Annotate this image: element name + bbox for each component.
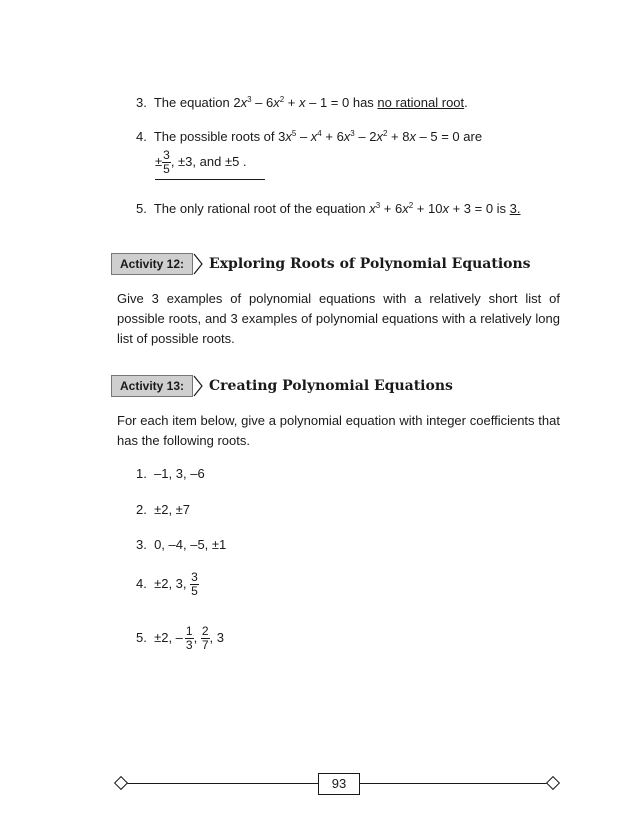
- item-4-number: 4.: [136, 129, 147, 144]
- activity-13-body: For each item below, give a polynomial equation with integer coefficients that has the following roots.: [117, 413, 560, 448]
- list-item: 1. –1, 3, –6: [136, 466, 205, 481]
- chevron-right-icon: [193, 253, 203, 275]
- activity-12-body: Give 3 examples of polynomial equations with a relatively short list of possible roots, and 3 examples of polynomial equations with a relatively long list of possible roots.: [117, 291, 560, 346]
- activity-12-header: [111, 253, 531, 275]
- item-4-answer: ± $\frac{3}{5}$ , ±3, and ±5 .: [155, 145, 265, 180]
- fraction: $\frac{1}{3}$: [185, 623, 193, 652]
- diamond-left-icon: [114, 776, 128, 790]
- item-5-number: 5.: [136, 201, 147, 216]
- list-item: 2. ±2, ±7: [136, 502, 191, 517]
- fraction: $\frac{2}{7}$: [201, 623, 209, 652]
- list-item: 5. ±2, – $\frac{1}{3}$ , $\frac{2}{7}$ , 3: [136, 623, 224, 652]
- fraction: $\frac{3}{5}$: [163, 147, 170, 176]
- activity-13-badge: Activity 13:: [111, 375, 193, 397]
- item-3: 3. The equation $2x^3 - 6x^2 + x - 1 = 0$ has no rational root.: [136, 95, 468, 110]
- item-4: 4. The possible roots of $3x^5 - x^4 + 6x^3 - 2x^2 + 8x - 5 = 0$ are: [136, 129, 483, 144]
- chevron-right-icon: [193, 375, 203, 397]
- activity-12-badge: Activity 12:: [111, 253, 193, 275]
- item-5: 5. The only rational root of the equation $x^3 + 6x^2 + 10x + 3 = 0$ is 3.: [136, 201, 521, 216]
- list-item: 4. ±2, 3, $\frac{3}{5}$: [136, 569, 198, 598]
- activity-12-title: Exploring Roots of Polynomial Equations: [209, 256, 531, 272]
- page-number: 93: [318, 773, 360, 795]
- fraction: $\frac{3}{5}$: [191, 569, 198, 598]
- diamond-right-icon: [546, 776, 560, 790]
- list-item: 3. 0, –4, –5, ±1: [136, 537, 227, 552]
- activity-13-header: [111, 375, 453, 397]
- item-5-answer: 3.: [509, 201, 521, 216]
- item-3-answer: no rational root: [377, 95, 465, 110]
- item-3-number: 3.: [136, 95, 147, 110]
- activity-13-title: Creating Polynomial Equations: [209, 378, 453, 394]
